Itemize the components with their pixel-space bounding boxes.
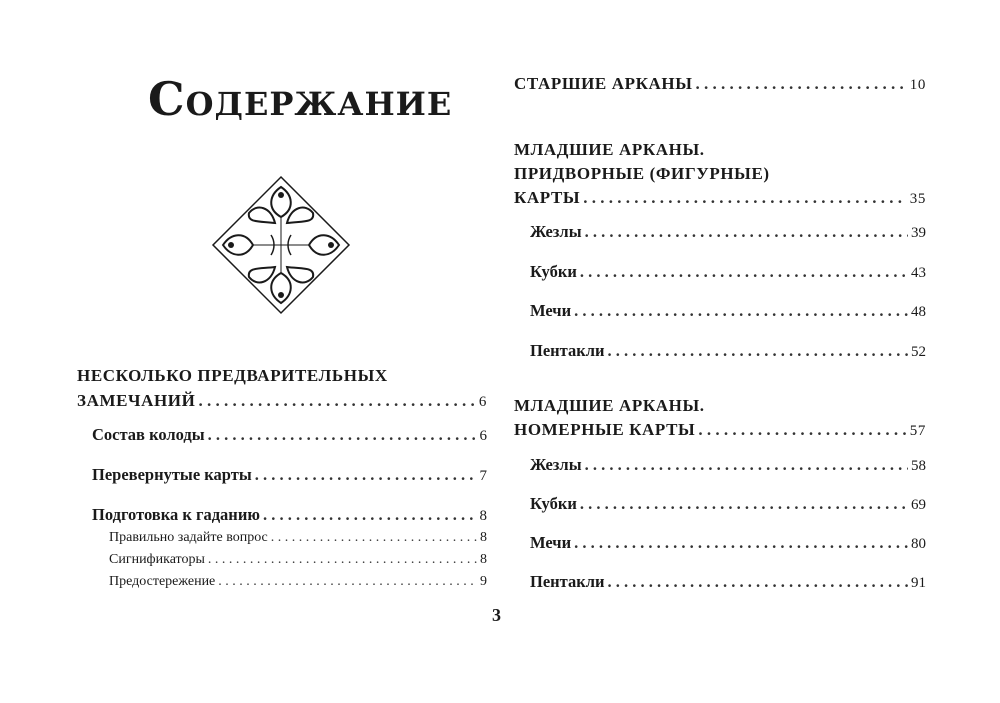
toc-entry-section	[514, 188, 926, 208]
toc-entry	[530, 455, 926, 475]
toc-label: Пентакли	[530, 341, 605, 360]
ornament-icon	[209, 173, 353, 317]
toc-label: Мечи	[530, 301, 572, 320]
toc-leader	[585, 455, 908, 475]
page-number: 3	[492, 605, 501, 625]
toc-page: 91	[911, 575, 926, 591]
toc-label: Правильно задайте вопрос	[109, 530, 268, 545]
toc-label: Подготовка к гаданию	[92, 505, 260, 524]
toc-leader	[574, 533, 908, 553]
toc-leader	[583, 188, 907, 208]
toc-label: Кубки	[530, 262, 577, 281]
toc-page: 43	[911, 265, 926, 281]
toc-label: Жезлы	[530, 455, 582, 474]
toc-page: 58	[911, 458, 926, 474]
toc-page: 6	[479, 428, 487, 444]
toc-page: 35	[909, 191, 926, 207]
toc-page: 8	[480, 530, 487, 545]
toc-page: 48	[911, 304, 926, 320]
toc-leader	[263, 505, 477, 525]
toc-leader	[580, 262, 908, 282]
toc-page: 52	[911, 344, 926, 360]
toc-subentry	[109, 530, 487, 546]
toc-entry	[530, 262, 926, 282]
toc-entry	[530, 494, 926, 514]
toc-page: 10	[909, 77, 926, 93]
toc-entry-section	[77, 391, 487, 411]
toc-label: НОМЕРНЫЕ КАРТЫ	[514, 420, 696, 439]
toc-label: ЗАМЕЧАНИЙ	[77, 391, 196, 410]
toc-entry	[92, 465, 487, 485]
toc-leader	[608, 572, 909, 592]
toc-entry	[92, 505, 487, 525]
toc-leader	[608, 341, 909, 361]
toc-leader	[696, 74, 907, 94]
toc-page: 69	[911, 497, 926, 513]
toc-page: 9	[480, 574, 487, 589]
toc-label: Состав колоды	[92, 425, 205, 444]
toc-label: Жезлы	[530, 222, 582, 241]
toc-label: Кубки	[530, 494, 577, 513]
toc-entry	[530, 533, 926, 553]
toc-section-title: МЛАДШИЕ АРКАНЫ.	[514, 140, 705, 159]
toc-label: Перевернутые карты	[92, 465, 252, 484]
toc-label: КАРТЫ	[514, 188, 581, 207]
toc-page: 6	[478, 394, 487, 410]
toc-section-title: НЕСКОЛЬКО ПРЕДВАРИТЕЛЬНЫХ	[77, 366, 388, 385]
toc-subentry	[109, 574, 487, 590]
toc-entry	[92, 425, 487, 445]
toc-entry	[530, 301, 926, 321]
toc-page: 57	[909, 423, 926, 439]
toc-page: 7	[479, 468, 487, 484]
page-title: Содержание	[148, 72, 453, 126]
toc-entry-section	[514, 74, 926, 94]
toc-page: 80	[911, 536, 926, 552]
toc-leader	[208, 425, 477, 445]
toc-label: Мечи	[530, 533, 572, 552]
toc-entry	[530, 341, 926, 361]
toc-leader	[208, 552, 477, 568]
toc-leader	[580, 494, 908, 514]
toc-page: 8	[480, 552, 487, 567]
toc-label: Сигнификаторы	[109, 552, 205, 567]
toc-page: 8	[479, 508, 487, 524]
toc-entry	[530, 222, 926, 242]
toc-page: 39	[911, 225, 926, 241]
toc-leader	[255, 465, 477, 485]
toc-leader	[585, 222, 908, 242]
toc-leader	[218, 574, 477, 590]
toc-label: Пентакли	[530, 572, 605, 591]
toc-subentry	[109, 552, 487, 568]
toc-label: СТАРШИЕ АРКАНЫ	[514, 74, 693, 93]
toc-leader	[271, 530, 477, 546]
toc-leader	[574, 301, 908, 321]
toc-section-title: МЛАДШИЕ АРКАНЫ.	[514, 396, 705, 415]
toc-entry-section	[514, 420, 926, 440]
toc-section-title: ПРИДВОРНЫЕ (ФИГУРНЫЕ)	[514, 164, 770, 183]
toc-label: Предостережение	[109, 574, 216, 589]
toc-leader	[198, 391, 475, 411]
toc-entry	[530, 572, 926, 592]
toc-leader	[698, 420, 906, 440]
